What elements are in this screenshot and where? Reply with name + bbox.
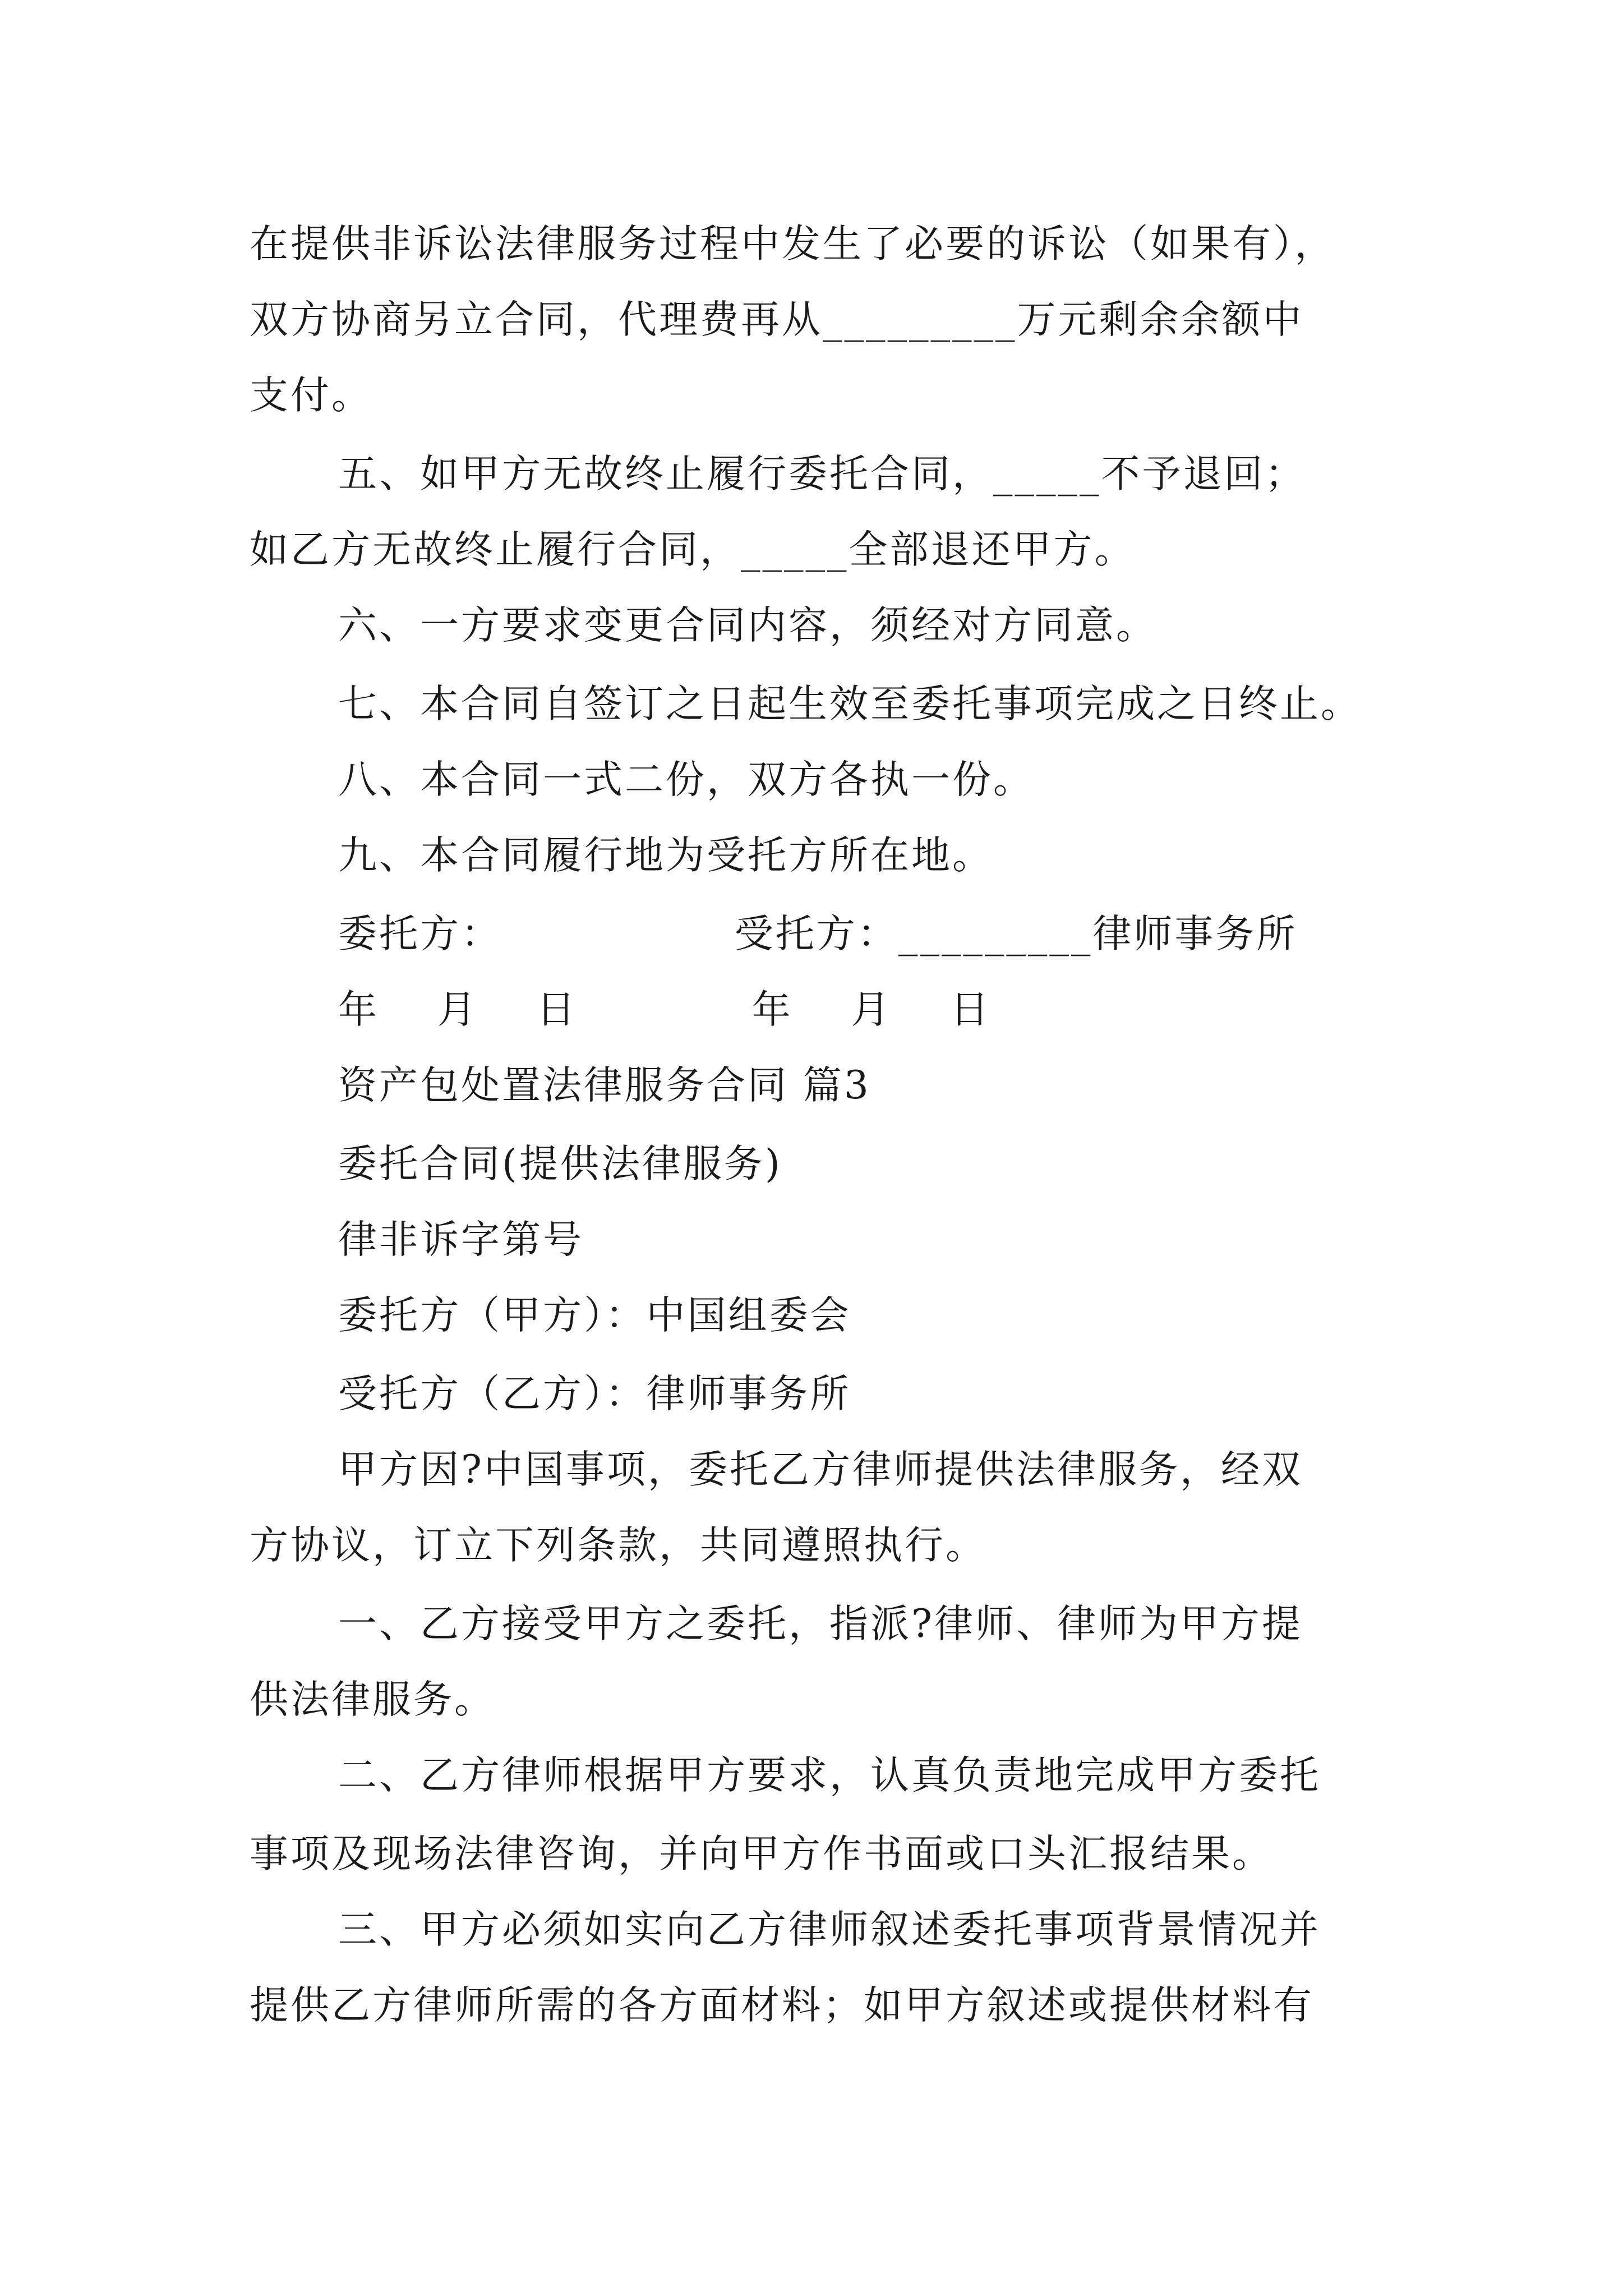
text-line: 一、乙方接受甲方之委托，指派?律师、律师为甲方提 bbox=[338, 1602, 1303, 1646]
party-a: 委托方（甲方）：中国组委会 bbox=[338, 1293, 851, 1338]
text-line: 支付。 bbox=[250, 373, 372, 418]
party-b: 受托方（乙方）：律师事务所 bbox=[338, 1372, 851, 1416]
text-line: 九、本合同履行地为受托方所在地。 bbox=[338, 833, 993, 878]
text-line: 甲方因?中国事项，委托乙方律师提供法律服务，经双 bbox=[338, 1447, 1303, 1492]
contract-number: 律非诉字第号 bbox=[338, 1217, 584, 1262]
contract-title: 委托合同(提供法律服务) bbox=[338, 1142, 782, 1186]
text-line: 在提供非诉讼法律服务过程中发生了必要的诉讼（如果有）， bbox=[250, 222, 1336, 266]
text-line: 方协议，订立下列条款，共同遵照执行。 bbox=[250, 1523, 986, 1568]
date-line: 年 月 日 年 月 日 bbox=[338, 987, 992, 1032]
text-line: 六、一方要求变更合同内容，须经对方同意。 bbox=[338, 603, 1157, 648]
text-line: 八、本合同一式二份，双方各执一份。 bbox=[338, 757, 1034, 802]
text-line: 供法律服务。 bbox=[250, 1677, 495, 1722]
text-line: 如乙方无故终止履行合同，_____全部退还甲方。 bbox=[250, 527, 1136, 572]
section-title: 资产包处置法律服务合同 篇3 bbox=[338, 1063, 871, 1108]
text-line: 五、如甲方无故终止履行委托合同，_____不予退回； bbox=[338, 452, 1306, 496]
text-line: 提供乙方律师所需的各方面材料；如甲方叙述或提供材料有 bbox=[250, 1983, 1314, 2028]
text-line: 双方协商另立合同，代理费再从_________万元剩余余额中 bbox=[250, 297, 1304, 342]
signature-line: 委托方： 受托方：_________律师事务所 bbox=[338, 912, 1298, 956]
text-line: 三、甲方必须如实向乙方律师叙述委托事项背景情况并 bbox=[338, 1907, 1321, 1952]
text-line: 七、本合同自签订之日起生效至委托事项完成之日终止。 bbox=[338, 682, 1362, 726]
text-line: 事项及现场法律咨询，并向甲方作书面或口头汇报结果。 bbox=[250, 1832, 1273, 1876]
text-line: 二、乙方律师根据甲方要求，认真负责地完成甲方委托 bbox=[338, 1753, 1321, 1798]
